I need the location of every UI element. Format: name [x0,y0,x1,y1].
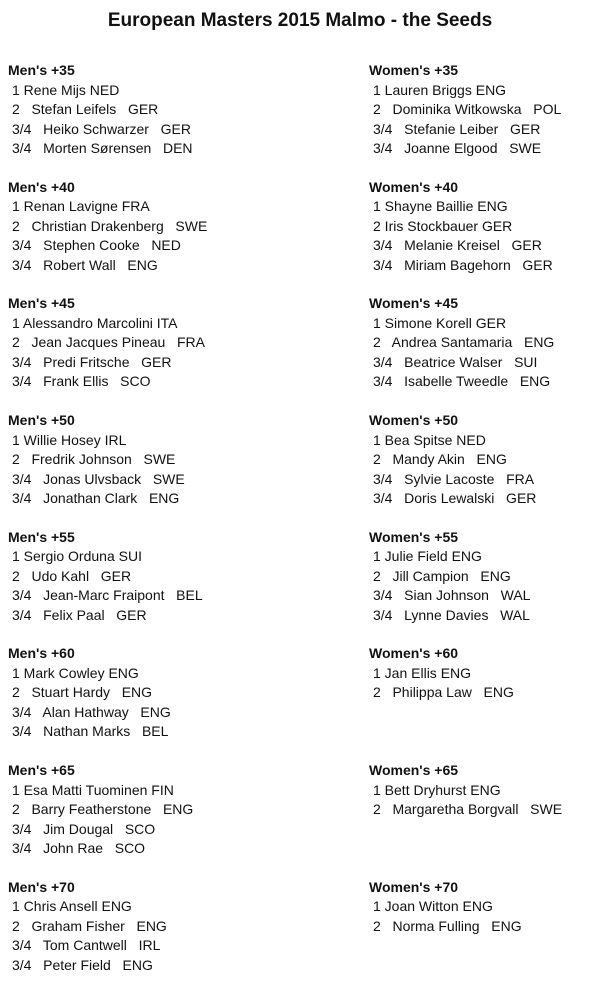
men-category-group [8,178,288,295]
page-title: European Masters 2015 Malmo - the Seeds [107,10,493,31]
seed-entry: 3/4 Doris Lewalski GER [373,490,537,507]
men-category-group [8,294,288,411]
seed-entry: 2 Philippa Law ENG [373,684,514,701]
men-category-title: Men's +35 [8,62,75,78]
men-category-title: Men's +50 [8,412,75,429]
women-category-group [369,761,594,878]
seed-entry: 3/4 Peter Field ENG [12,956,153,973]
seed-entry: 2 Stefan Leifels GER [12,101,159,117]
seed-entry: 2 Graham Fisher ENG [12,917,167,934]
seed-entry: 1 Shayne Baillie ENG [373,198,508,215]
seed-entry: 3/4 Miriam Bagehorn GER [373,256,553,273]
men-category-title: Men's +60 [8,645,75,662]
seed-entry: 2 Christian Drakenberg SWE [12,217,208,234]
seed-entry: 3/4 Jean-Marc Fraipont BEL [12,587,203,604]
seed-entry: 1 Simone Korell GER [373,314,507,331]
men-column [8,61,288,995]
seed-entry: 3/4 Jim Dougal SCO [12,820,156,837]
women-category-title: Women's +70 [369,878,459,895]
seed-entry: 3/4 Melanie Kreisel GER [373,237,542,254]
seed-entry: 2 Udo Kahl GER [12,567,132,584]
women-category-title: Women's +50 [369,412,459,429]
seed-entry: 3/4 Jonas Ulvsback SWE [12,470,185,487]
women-category-group [369,528,594,645]
seed-entry: 3/4 Heiko Schwarzer GER [12,120,191,137]
women-category-title: Women's +35 [369,62,459,78]
seed-entry: 3/4 Frank Ellis SCO [12,373,151,390]
women-category-title: Women's +45 [369,295,459,312]
seed-entry: 3/4 Morten Sørensen DEN [12,140,193,156]
men-category-title: Men's +55 [8,528,75,545]
women-category-group [369,411,594,528]
seed-entry: 3/4 Predi Fritsche GER [12,353,172,370]
men-category-title: Men's +45 [8,295,75,312]
women-category-title: Women's +40 [369,178,459,195]
seed-entry: 1 Renan Lavigne FRA [12,198,150,215]
seed-entry: 3/4 Robert Wall ENG [12,256,158,273]
seed-entry: 1 Mark Cowley ENG [12,664,139,681]
seed-entry: 1 Bett Dryhurst ENG [373,781,501,798]
women-category-group [369,644,594,761]
seed-entry: 1 Lauren Briggs ENG [373,81,507,98]
men-category-title: Men's +40 [8,178,75,195]
seed-entry: 2 Fredrik Johnson SWE [12,451,176,468]
seed-entry: 1 Julie Field ENG [373,548,482,565]
men-category-title: Men's +70 [8,878,75,895]
seed-entry: 3/4 Isabelle Tweedle ENG [373,373,551,390]
seed-entry: 1 Willie Hosey IRL [12,431,127,448]
seed-entry: 3/4 Sian Johnson WAL [373,587,531,604]
seed-entry: 2 Jean Jacques Pineau FRA [12,334,205,351]
women-column [369,61,594,995]
seed-entry: 3/4 Alan Hathway ENG [12,703,171,720]
seed-entry: 3/4 Felix Paal GER [12,606,147,623]
seed-entry: 1 Rene Mijs NED [12,81,120,98]
men-category-group [8,878,288,995]
seed-entry: 2 Stuart Hardy ENG [12,684,153,701]
seed-entry: 3/4 Stefanie Leiber GER [373,120,541,137]
women-category-title: Women's +55 [369,528,459,545]
seed-entry: 1 Sergio Orduna SUI [12,548,142,565]
seed-entry: 1 Jan Ellis ENG [373,664,472,681]
seed-entry: 1 Chris Ansell ENG [12,898,132,915]
seed-entry: 3/4 John Rae SCO [12,840,146,857]
women-category-group [369,61,594,178]
women-category-group [369,878,594,995]
men-category-group [8,761,288,878]
seed-entry: 3/4 Nathan Marks BEL [12,723,169,740]
men-category-group [8,411,288,528]
seed-entry: 2 Barry Featherstone ENG [12,801,194,818]
men-category-title: Men's +65 [8,762,75,779]
women-category-group [369,178,594,295]
seed-entry: 2 Norma Fulling ENG [373,917,522,934]
seed-entry: 1 Bea Spitse NED [373,431,486,448]
seed-entry: 1 Joan Witton ENG [373,898,493,915]
men-category-group [8,528,288,645]
seed-entry: 2 Iris Stockbauer GER [373,217,513,234]
seed-entry: 3/4 Stephen Cooke NED [12,237,181,254]
seed-entry: 2 Jill Campion ENG [373,567,511,584]
seed-entry: 2 Mandy Akin ENG [373,451,507,468]
women-category-title: Women's +60 [369,645,459,662]
seed-entry: 2 Dominika Witkowska POL [373,101,562,117]
seed-entry: 3/4 Jonathan Clark ENG [12,490,180,507]
seed-entry: 2 Margaretha Borgvall SWE [373,801,563,818]
seed-entry: 3/4 Tom Cantwell IRL [12,937,161,954]
men-category-group [8,644,288,761]
women-category-group [369,294,594,411]
men-category-group [8,61,288,178]
seed-entry: 3/4 Beatrice Walser SUI [373,353,538,370]
seed-entry: 3/4 Joanne Elgood SWE [373,140,542,156]
seed-entry: 2 Andrea Santamaria ENG [373,334,555,351]
seed-entry: 3/4 Lynne Davies WAL [373,606,530,623]
seed-entry: 3/4 Sylvie Lacoste FRA [373,470,535,487]
seed-entry: 1 Esa Matti Tuominen FIN [12,781,174,798]
seed-entry: 1 Alessandro Marcolini ITA [12,314,178,331]
women-category-title: Women's +65 [369,762,459,779]
